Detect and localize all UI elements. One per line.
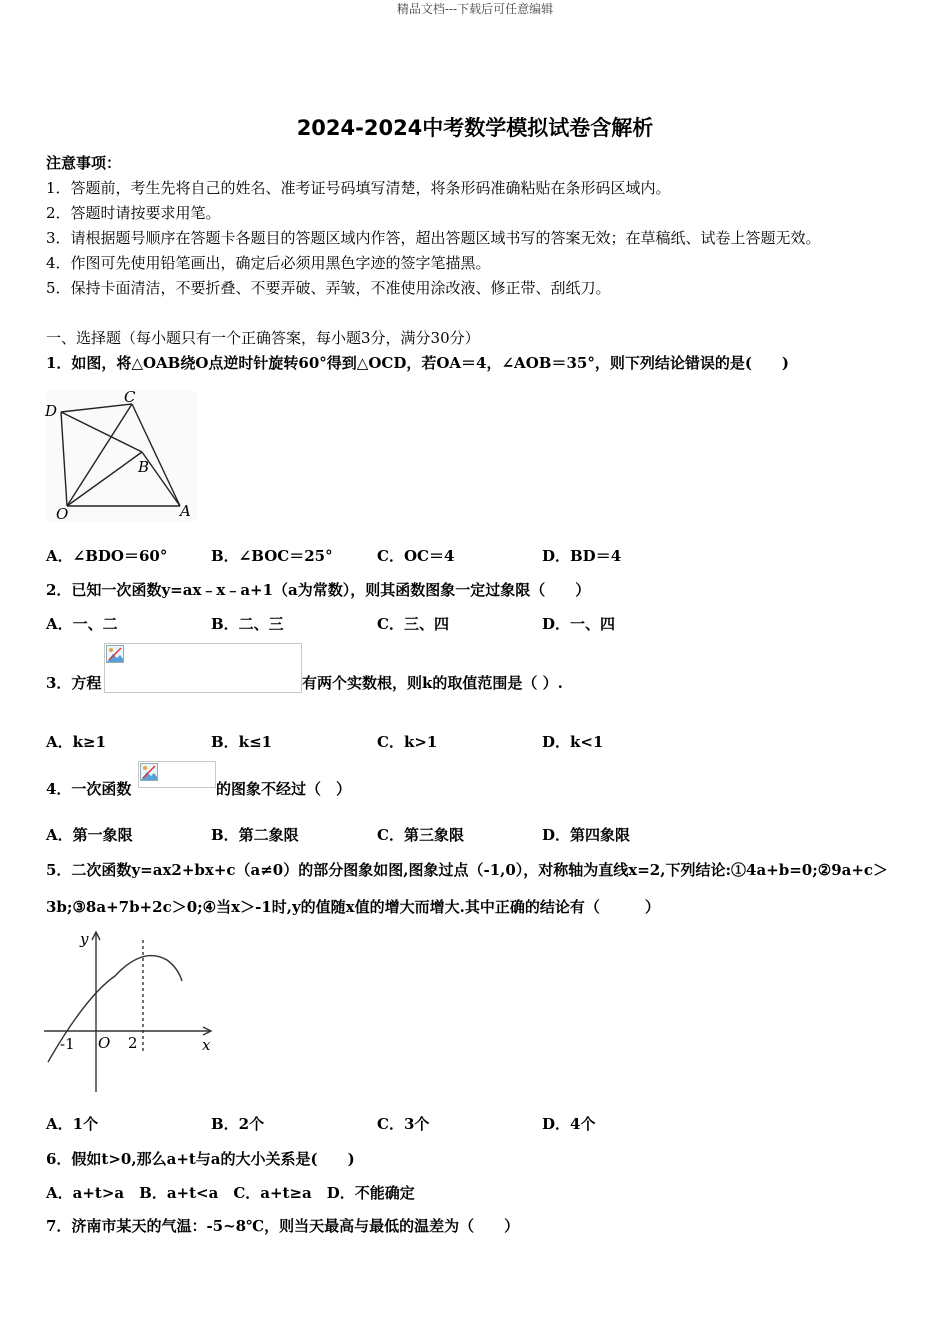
q1-option-c[interactable]: C．OC＝4: [377, 547, 455, 565]
section-heading: 一、选择题（每小题只有一个正确答案，每小题3分，满分30分）: [46, 329, 480, 347]
notice-item: 1．答题前，考生先将自己的姓名、准考证号码填写清楚，将条形码准确粘贴在条形码区域内。: [46, 179, 671, 197]
question-3-stem-start: 3．方程: [46, 674, 102, 692]
notice-item: 5．保持卡面清洁，不要折叠、不要弄破、弄皱，不准使用涂改液、修正带、刮纸刀。: [46, 279, 611, 297]
notice-heading: 注意事项：: [46, 154, 122, 172]
q2-option-b[interactable]: B．二、三: [211, 615, 284, 633]
label-o: O: [56, 505, 69, 523]
q2-option-c[interactable]: C．三、四: [377, 615, 449, 633]
q6-options[interactable]: A．a+t>a B．a+t<a C．a+t≥a D．不能确定: [46, 1184, 415, 1202]
q3-option-a[interactable]: A．k≥1: [46, 733, 107, 751]
q5-option-a[interactable]: A．1个: [46, 1115, 99, 1133]
label-b: B: [138, 458, 150, 476]
label-a: A: [180, 502, 191, 520]
label-two: 2: [128, 1034, 138, 1052]
rotation-triangle-figure: [42, 388, 200, 524]
q4-option-a[interactable]: A．第一象限: [46, 826, 133, 844]
question-3-stem-end: 有两个实数根，则k的取值范围是（ ）.: [302, 674, 563, 692]
question-4-stem-end: 的图象不经过（ ）: [216, 780, 352, 798]
question-5-stem-line1: 5．二次函数y=ax2+bx+c（a≠0）的部分图象如图,图象过点（-1,0），对称轴为直线x=2,下列结论:①4a+b=0;②9a+c＞: [46, 861, 889, 879]
q1-option-a[interactable]: A．∠BDO＝60°: [46, 547, 168, 565]
label-neg1: -1: [60, 1035, 75, 1053]
q4-option-c[interactable]: C．第三象限: [377, 826, 464, 844]
q4-option-d[interactable]: D．第四象限: [542, 826, 631, 844]
q3-option-d[interactable]: D．k<1: [542, 733, 604, 751]
q3-option-c[interactable]: C．k>1: [377, 733, 438, 751]
broken-image-icon: [106, 645, 124, 663]
broken-image-icon: [140, 763, 158, 781]
parabola-figure: [40, 926, 220, 1096]
label-y: y: [80, 930, 89, 948]
q5-option-b[interactable]: B．2个: [211, 1115, 265, 1133]
notice-item: 4．作图可先使用铅笔画出，确定后必须用黑色字迹的签字笔描黑。: [46, 254, 491, 272]
question-4-stem-start: 4．一次函数: [46, 780, 132, 798]
question-2-stem: 2．已知一次函数y=ax﹣x﹣a+1（a为常数），则其函数图象一定过象限（ ）: [46, 581, 591, 599]
q5-option-d[interactable]: D．4个: [542, 1115, 596, 1133]
equation-image-placeholder: [104, 643, 302, 693]
label-x: x: [202, 1036, 211, 1054]
notice-item: 3．请根据题号顺序在答题卡各题目的答题区域内作答，超出答题区域书写的答案无效；在草稿纸、试卷上答题无效。: [46, 229, 821, 247]
q5-option-c[interactable]: C．3个: [377, 1115, 430, 1133]
q4-option-b[interactable]: B．第二象限: [211, 826, 299, 844]
function-image-placeholder: [138, 761, 216, 788]
page-title: 2024-2024中考数学模拟试卷含解析: [296, 116, 654, 140]
q3-option-b[interactable]: B．k≤1: [211, 733, 273, 751]
question-6-stem: 6．假如t>0,那么a+t与a的大小关系是( ): [46, 1150, 355, 1168]
label-origin: O: [98, 1034, 111, 1052]
question-5-stem-line2: 3b;③8a+7b+2c＞0;④当x＞-1时,y的值随x值的增大而增大.其中正确的结论有（ ）: [46, 898, 660, 916]
label-c: C: [124, 388, 136, 406]
notice-item: 2．答题时请按要求用笔。: [46, 204, 221, 222]
q1-option-d[interactable]: D．BD＝4: [542, 547, 622, 565]
question-7-stem: 7．济南市某天的气温：-5~8℃，则当天最高与最低的温差为（ ）: [46, 1217, 520, 1235]
q2-option-d[interactable]: D．一、四: [542, 615, 616, 633]
question-1-stem: 1．如图，将△OAB绕O点逆时针旋转60°得到△OCD，若OA＝4，∠AOB＝35°，则下列结论错误的是( ): [46, 354, 790, 372]
page-header: 精品文档---下载后可任意编辑: [396, 2, 554, 16]
q1-option-b[interactable]: B．∠BOC＝25°: [211, 547, 333, 565]
label-d: D: [45, 402, 58, 420]
q2-option-a[interactable]: A．一、二: [46, 615, 118, 633]
